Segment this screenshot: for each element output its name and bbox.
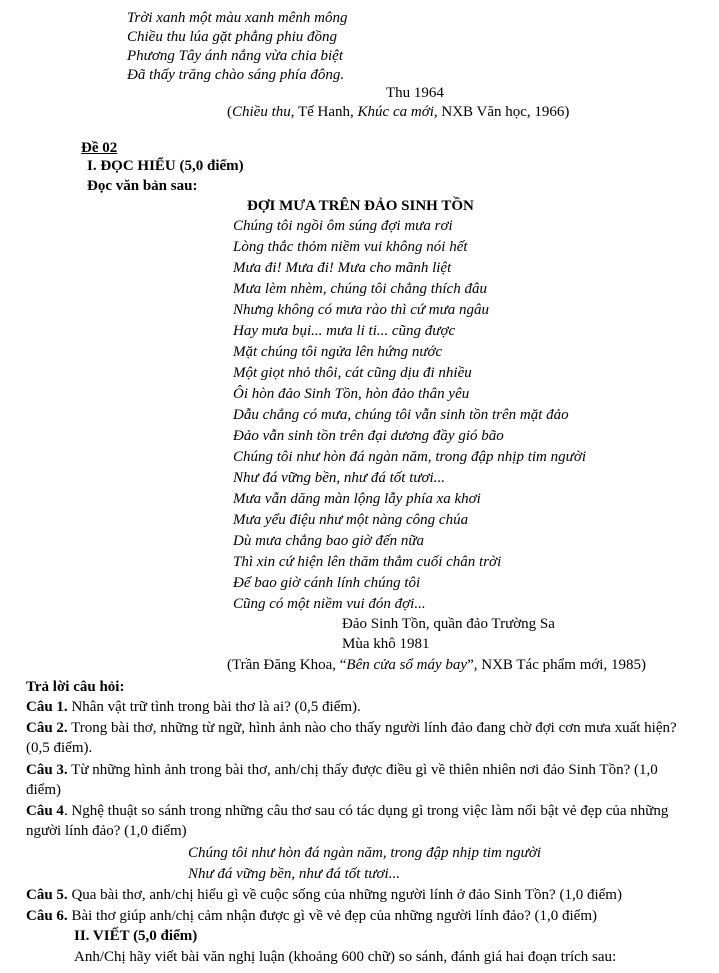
poem2-line: Để bao giờ cánh lính chúng tôi (233, 575, 421, 591)
poem1-date: Thu 1964 (386, 85, 444, 101)
poem2-line: Dẫu chẳng có mưa, chúng tôi vẫn sinh tồn trên mặt đảo (233, 407, 569, 423)
poem1-source: (Chiều thu, Tế Hanh, Khúc ca mới, NXB Văn học, 1966) (227, 104, 570, 120)
poem2-line: Mưa lèm nhèm, chúng tôi chẳng thích đâu (233, 281, 487, 297)
question-5: Câu 5. Qua bài thơ, anh/chị hiểu gì về cuộc sống của những người lính ở đảo Sinh Tồn? (1,0 điểm) (26, 887, 622, 903)
poem2-line: Chúng tôi ngồi ôm súng đợi mưa rơi (233, 218, 453, 234)
exam-code: Đề 02 (81, 140, 118, 156)
question-4-quote-line-1: Chúng tôi như hòn đá ngàn năm, trong đập nhịp tim người (188, 845, 541, 861)
poem2-line: Thì xin cứ hiện lên thăm thẳm cuối chân trời (233, 554, 502, 570)
poem2-line: Một giọt nhỏ thôi, cát cũng dịu đi nhiều (233, 365, 472, 381)
reading-instruction: Đọc văn bản sau: (87, 178, 198, 194)
question-3: Câu 3. Từ những hình ảnh trong bài thơ, anh/chị thấy được điều gì về thiên nhiên nơi đảo Sinh Tồn? (1,0 điểm) (26, 762, 658, 798)
question-1: Câu 1. Nhân vật trữ tình trong bài thơ là ai? (0,5 điểm). (26, 699, 361, 715)
poem2-line: Nhưng không có mưa rào thì cứ mưa ngâu (233, 302, 490, 318)
poem1-line-4: Đã thấy trăng chào sáng phía đông. (127, 67, 345, 83)
poem2-title: ĐỢI MƯA TRÊN ĐẢO SINH TỒN (247, 198, 474, 214)
poem2-line: Cũng có một niềm vui đón đợi... (233, 596, 426, 612)
poem2-line: Dù mưa chẳng bao giờ đến nữa (233, 533, 425, 549)
poem2-line: Mưa vẫn dăng màn lộng lẫy phía xa khơi (233, 491, 481, 507)
poem2-line: Ôi hòn đảo Sinh Tồn, hòn đảo thân yêu (233, 386, 470, 402)
poem1-line-3: Phương Tây ánh nắng vừa chia biệt (127, 48, 344, 64)
poem1-line-1: Trời xanh một màu xanh mênh mông (127, 10, 348, 26)
poem2-line: Mưa đi! Mưa đi! Mưa cho mãnh liệt (233, 260, 452, 276)
poem2-line: Hay mưa bụi... mưa li ti... cũng được (233, 323, 456, 339)
poem2-date: Mùa khô 1981 (342, 636, 430, 652)
poem2-line: Mặt chúng tôi ngửa lên hứng nước (233, 344, 443, 360)
poem2-line: Chúng tôi như hòn đá ngàn năm, trong đập nhịp tim người (233, 449, 586, 465)
question-4-quote-line-2: Như đá vững bền, như đá tốt tươi... (188, 866, 400, 882)
poem2-line: Mưa yểu điệu như một nàng công chúa (233, 512, 469, 528)
poem2-line: Lòng thắc thỏm niềm vui không nói hết (233, 239, 468, 255)
question-6: Câu 6. Bài thơ giúp anh/chị cảm nhận được gì về vẻ đẹp của những người lính đảo? (1,0 điểm) (26, 908, 597, 924)
question-4: Câu 4. Nghệ thuật so sánh trong những câu thơ sau có tác dụng gì trong việc làm nổi bật vẻ đẹp của những người lính đảo? (1,0 điểm) (26, 803, 669, 839)
section-reading-heading: I. ĐỌC HIỂU (5,0 điểm) (87, 158, 244, 174)
section-writing-heading: II. VIẾT (5,0 điểm) (74, 928, 198, 944)
question-2: Câu 2. Trong bài thơ, những từ ngữ, hình ảnh nào cho thấy người lính đảo đang chờ đợi cơn mưa xuất hiện? (0,5 điểm). (26, 720, 677, 756)
poem1-line-2: Chiều thu lúa gặt phẳng phiu đồng (127, 29, 337, 45)
poem2-line: Đảo vẫn sinh tồn trên đại dương đầy gió bão (233, 428, 504, 444)
poem2-source: (Trần Đăng Khoa, “Bên cửa sổ máy bay”, NXB Tác phẩm mới, 1985) (227, 657, 646, 673)
writing-prompt: Anh/Chị hãy viết bài văn nghị luận (khoảng 600 chữ) so sánh, đánh giá hai đoạn trích sau: (74, 949, 617, 965)
poem2-line: Như đá vững bền, như đá tốt tươi... (233, 470, 445, 486)
questions-heading: Trả lời câu hỏi: (26, 679, 125, 695)
poem2-place: Đảo Sinh Tồn, quần đảo Trường Sa (342, 616, 555, 632)
